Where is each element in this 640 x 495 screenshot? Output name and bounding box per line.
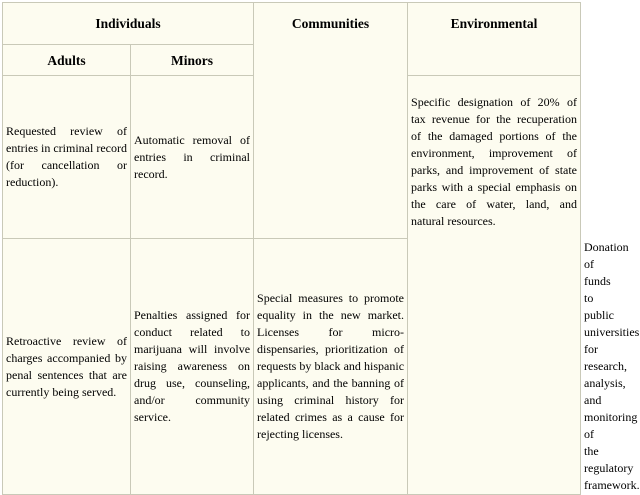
cell-communities: Special measures to promote equality in the new market. Licenses for micro-dispensaries, prioritization of requests by black and hispanic applicants, and the banning of using criminal history for related crimes as a cause for rejecting licenses. bbox=[254, 239, 408, 495]
policy-table bbox=[2, 2, 640, 495]
cell-minors: Penalties assigned for conduct related to marijuana will involve raising awareness on drug use, counseling, and/or community service. bbox=[131, 239, 254, 495]
header-minors: Minors bbox=[131, 45, 254, 76]
header-individuals: Individuals bbox=[3, 3, 254, 45]
header-environmental: Environmental bbox=[408, 3, 581, 76]
header-communities: Communities bbox=[254, 3, 408, 239]
header-adults: Adults bbox=[3, 45, 131, 76]
table-row: Retroactive review of charges accompanied by penal sentences that are currently being served. Penalties assigned for conduct related to marijuana will involve raising awareness on drug use, counseling, and/or community service. Special measures to promote equality in the new market. Licenses for micro-dispensaries, prioritization of requests by black and hispanic applicants, and the banning of using criminal history for related crimes as a cause for rejecting licenses. Donation of funds to public universities for research, analysis, and monitoring of the regulatory framework. bbox=[3, 239, 581, 495]
cell-environmental: Specific designation of 20% of tax revenue for the recuperation of the damaged portions of the environment, improvement of parks, and improvement of state parks with a special emphasis on the care of water, land, and natural resources. bbox=[408, 76, 581, 495]
cell-adults: Requested review of entries in criminal record (for cancellation or reduction). bbox=[3, 76, 131, 239]
cell-minors: Automatic removal of entries in criminal record. bbox=[131, 76, 254, 239]
cell-adults: Retroactive review of charges accompanied by penal sentences that are currently being served. bbox=[3, 239, 131, 495]
header-row-top bbox=[3, 3, 581, 45]
